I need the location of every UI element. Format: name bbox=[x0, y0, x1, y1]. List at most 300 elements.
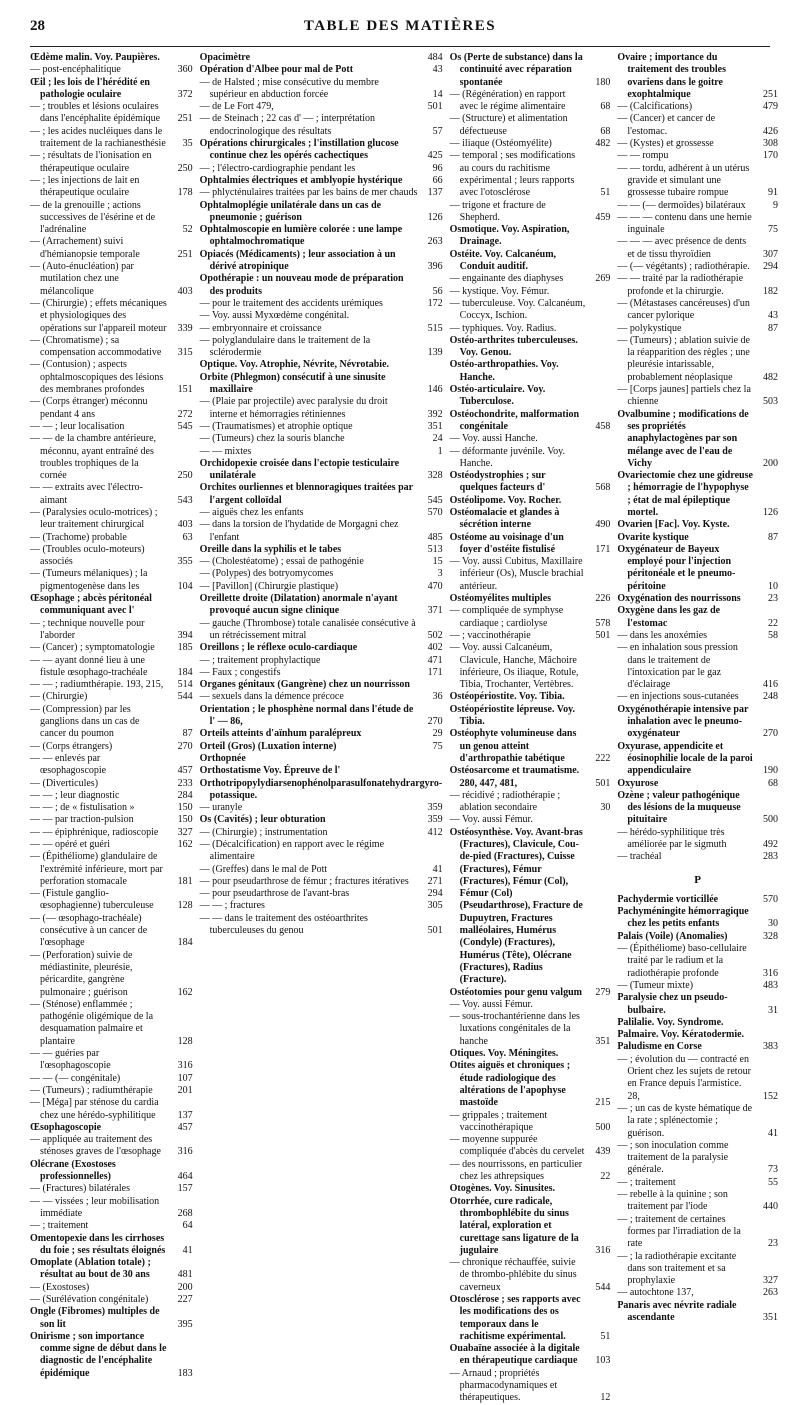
index-heading-entry bbox=[617, 593, 778, 605]
index-sub-entry bbox=[200, 876, 443, 888]
index-heading-entry bbox=[450, 1048, 611, 1060]
entry-text: — — guéries par l'œsophagoscopie bbox=[30, 1048, 111, 1072]
entry-text: — (Chirurgie) ; effets mécaniques et physiologiques des opérations sur l'appareil moteur bbox=[30, 297, 167, 334]
index-column-3 bbox=[447, 52, 615, 1404]
entry-page-number: 75 bbox=[768, 224, 778, 236]
index-heading-entry bbox=[450, 249, 611, 274]
entry-page-number: 501 bbox=[595, 629, 611, 641]
index-sub-entry bbox=[450, 433, 611, 445]
entry-page-number: 394 bbox=[177, 629, 193, 641]
index-sub-entry bbox=[200, 888, 443, 900]
entry-page-number: 68 bbox=[768, 777, 778, 789]
entry-text: — sous-trochantérienne dans les luxations congénitales de la hanche bbox=[449, 1011, 580, 1047]
entry-text: — — extraits avec l'électro-aimant bbox=[30, 482, 143, 506]
entry-page-number: 371 bbox=[427, 605, 443, 617]
entry-text: Ophtalmies électriques et amblyopie hystérique bbox=[199, 174, 403, 186]
entry-page-number: 568 bbox=[595, 482, 611, 494]
entry-page-number: 31 bbox=[768, 1004, 778, 1016]
entry-page-number: 479 bbox=[763, 101, 778, 113]
index-sub-entry bbox=[30, 568, 193, 593]
entry-page-number: 327 bbox=[763, 1275, 778, 1287]
entry-page-number: 403 bbox=[177, 285, 193, 297]
entry-text: — autochtone 137, bbox=[617, 1287, 694, 1299]
entry-text: — (Chromatisme) ; sa compensation accommodative bbox=[30, 334, 162, 359]
entry-text: Oxyurase, appendicite et éosinophilie locale de la paroi appendiculaire bbox=[617, 740, 753, 777]
index-sub-entry bbox=[450, 200, 611, 225]
entry-page-number: 360 bbox=[177, 64, 193, 76]
index-sub-entry bbox=[200, 433, 443, 445]
index-sub-entry bbox=[200, 900, 443, 912]
entry-text: Opération d'Albee pour mal de Pott bbox=[199, 64, 354, 76]
entry-text: — ; l'électro-cardiographie pendant les bbox=[199, 162, 356, 174]
index-sub-entry bbox=[30, 691, 193, 703]
index-heading-entry bbox=[450, 359, 611, 384]
entry-page-number: 22 bbox=[600, 1171, 611, 1183]
entry-page-number: 150 bbox=[177, 814, 193, 826]
entry-text: Ophtalmoscopie en lumière colorée : une lampe ophtalmochromatique bbox=[199, 224, 403, 248]
entry-page-number: 544 bbox=[177, 691, 193, 703]
entry-page-number: 470 bbox=[427, 580, 443, 592]
index-heading-entry bbox=[30, 52, 193, 64]
index-sub-entry bbox=[617, 236, 778, 261]
entry-text: — Arnaud ; propriétés pharmacodynamiques et thérapeutiques. bbox=[449, 1367, 558, 1404]
entry-text: Ostéotomies pour genu valgum bbox=[449, 986, 582, 998]
entry-text: Ostéite. Voy. Calcanéum, Conduit auditif. bbox=[449, 248, 557, 273]
entry-text: Ouabaïne associée à la digitale en thérapeutique cardiaque bbox=[449, 1343, 580, 1367]
entry-text: Palilalie. Voy. Syndrome. bbox=[617, 1016, 724, 1028]
entry-page-number: 250 bbox=[177, 162, 193, 174]
index-sub-entry bbox=[30, 261, 193, 298]
entry-page-number: 513 bbox=[427, 543, 443, 555]
entry-text: — — enlevés par œsophagoscopie bbox=[30, 752, 107, 777]
entry-page-number: 150 bbox=[177, 802, 193, 814]
index-heading-entry bbox=[617, 704, 778, 741]
entry-page-number: 1 bbox=[437, 445, 443, 457]
entry-text: — hérédo-syphilitique très améliorée par le sigmuth bbox=[617, 826, 727, 850]
index-heading-entry bbox=[200, 642, 443, 654]
index-sub-entry bbox=[30, 790, 193, 802]
index-sub-entry bbox=[200, 839, 443, 864]
entry-page-number: 200 bbox=[763, 457, 778, 469]
entry-text: — ; les acides nucléiques dans le traitement de la rachianesthésie bbox=[30, 125, 166, 150]
index-sub-entry bbox=[30, 507, 193, 532]
entry-page-number: 440 bbox=[763, 1201, 778, 1213]
index-heading-entry bbox=[30, 593, 193, 618]
index-sub-entry bbox=[617, 642, 778, 691]
index-sub-entry bbox=[617, 113, 778, 138]
index-heading-entry bbox=[200, 200, 443, 225]
entry-text: — (Tumeurs) chez la souris blanche bbox=[199, 433, 345, 445]
entry-page-number: 392 bbox=[427, 408, 443, 420]
entry-page-number: 139 bbox=[427, 347, 443, 359]
entry-text: — de Steinach ; 22 cas d' — ; interprétation endocrinologique des résultats bbox=[199, 113, 376, 137]
entry-page-number: 464 bbox=[177, 1171, 193, 1183]
index-heading-entry bbox=[200, 753, 443, 765]
index-sub-entry bbox=[617, 1140, 778, 1177]
entry-page-number: 30 bbox=[600, 802, 611, 814]
entry-text: Paludisme en Corse bbox=[617, 1041, 702, 1053]
index-sub-entry bbox=[30, 396, 193, 421]
entry-text: Os (Perte de substance) dans la continuité avec réparation spontanée bbox=[449, 52, 583, 88]
entry-text: Ostéo-articulaire. Voy. Tuberculose. bbox=[449, 384, 546, 408]
index-sub-entry bbox=[617, 335, 778, 384]
index-sub-entry bbox=[450, 556, 611, 593]
entry-text: Omoplate (Ablation totale) ; résultat au bout de 30 ans bbox=[30, 1257, 151, 1281]
entry-page-number: 316 bbox=[763, 967, 778, 979]
entry-text: Otorrhée, cure radicale, thrombophlébite du sinus latéral, exploration et curettage sans ligature de la jugulaire bbox=[449, 1195, 579, 1256]
entry-page-number: 268 bbox=[177, 1207, 193, 1219]
index-heading-entry bbox=[200, 765, 443, 777]
index-heading-entry bbox=[200, 249, 443, 274]
index-sub-entry bbox=[617, 1251, 778, 1288]
entry-page-number: 227 bbox=[177, 1293, 193, 1305]
index-heading-entry bbox=[450, 987, 611, 999]
entry-text: — (Corps étrangers) bbox=[30, 740, 113, 752]
entry-page-number: 233 bbox=[177, 777, 193, 789]
index-sub-entry bbox=[200, 556, 443, 568]
entry-page-number: 284 bbox=[177, 789, 193, 801]
entry-page-number: 307 bbox=[763, 248, 778, 260]
entry-page-number: 181 bbox=[177, 875, 193, 887]
entry-text: — Voy. aussi Hanche. bbox=[449, 433, 538, 445]
entry-text: — Voy. aussi Myxœdème congénital. bbox=[199, 310, 350, 322]
index-sub-entry bbox=[617, 323, 778, 335]
index-sub-entry bbox=[200, 507, 443, 519]
entry-page-number: 68 bbox=[600, 125, 611, 137]
entry-page-number: 3 bbox=[437, 568, 443, 580]
index-sub-entry bbox=[617, 1103, 778, 1140]
index-sub-entry bbox=[30, 126, 193, 151]
entry-text: — (Polypes) des botryomycomes bbox=[199, 568, 334, 580]
index-sub-entry bbox=[450, 1134, 611, 1159]
entry-text: — iliaque (Ostéomyélite) bbox=[449, 138, 552, 150]
index-heading-entry bbox=[450, 704, 611, 729]
entry-text: — ; un cas de kyste hématique de la rate ; splénectomie ; guérison. bbox=[617, 1102, 753, 1139]
entry-page-number: 425 bbox=[427, 150, 443, 162]
entry-page-number: 56 bbox=[432, 285, 443, 297]
entry-page-number: 490 bbox=[595, 519, 611, 531]
index-heading-entry bbox=[617, 1041, 778, 1053]
entry-page-number: 14 bbox=[432, 88, 443, 100]
index-sub-entry bbox=[200, 421, 443, 433]
index-heading-entry bbox=[450, 691, 611, 703]
entry-text: Ostéopériostite lépreuse. Voy. Tibia. bbox=[449, 703, 576, 728]
entry-page-number: 73 bbox=[768, 1164, 778, 1176]
entry-page-number: 96 bbox=[432, 162, 443, 174]
index-sub-entry bbox=[30, 753, 193, 778]
entry-text: — pour pseudarthrose de l'avant-bras bbox=[199, 888, 350, 900]
entry-page-number: 180 bbox=[595, 76, 611, 88]
entry-page-number: 23 bbox=[768, 1238, 778, 1250]
entry-text: — appliquée au traitement des sténoses graves de l'œsophage bbox=[30, 1134, 161, 1158]
index-sub-entry bbox=[617, 150, 778, 162]
index-sub-entry bbox=[30, 64, 193, 76]
index-sub-entry bbox=[30, 1134, 193, 1159]
index-column-1 bbox=[30, 52, 197, 1379]
entry-text: — post-encéphalitique bbox=[30, 64, 121, 76]
entry-text: Œsophagoscopie bbox=[30, 1121, 102, 1133]
entry-page-number: 484 bbox=[427, 52, 443, 63]
page-number: 28 bbox=[30, 18, 45, 34]
index-sub-entry bbox=[617, 261, 778, 273]
entry-text: Orientation ; le phosphène normal dans l'étude de l' — 86, bbox=[199, 703, 414, 728]
index-column-2 bbox=[197, 52, 447, 1072]
index-sub-entry bbox=[30, 150, 193, 175]
index-heading-entry bbox=[617, 532, 778, 544]
index-heading-entry bbox=[450, 1343, 611, 1368]
index-sub-entry bbox=[450, 89, 611, 114]
index-heading-entry bbox=[617, 470, 778, 519]
entry-text: Orthopnée bbox=[199, 752, 246, 764]
index-heading-entry bbox=[200, 273, 443, 298]
entry-text: — — opéré et guéri bbox=[30, 839, 110, 850]
entry-text: — (Diverticules) bbox=[30, 777, 99, 789]
entry-text: — ; technique nouvelle pour l'aborder bbox=[30, 617, 145, 641]
index-sub-entry bbox=[200, 913, 443, 938]
entry-page-number: 416 bbox=[763, 679, 778, 691]
entry-text: — (— végétants) ; radiothérapie. bbox=[617, 261, 750, 273]
index-heading-entry bbox=[617, 992, 778, 1017]
index-column-4 bbox=[614, 52, 782, 1323]
entry-text: Opacimètre bbox=[199, 52, 251, 63]
index-heading-entry bbox=[200, 728, 443, 740]
entry-text: Ostéochondrite, malformation congénitale bbox=[449, 408, 580, 432]
entry-text: Ostéolipome. Voy. Rocher. bbox=[449, 494, 562, 506]
index-heading-entry bbox=[617, 605, 778, 630]
entry-text: — aiguës chez les enfants bbox=[199, 506, 304, 518]
index-heading-entry bbox=[30, 1331, 193, 1380]
entry-page-number: 457 bbox=[177, 1121, 193, 1133]
entry-page-number: 87 bbox=[768, 322, 778, 334]
entry-page-number: 171 bbox=[595, 543, 611, 555]
entry-text: — — ayant donné lieu à une fistule œsophago-trachéale bbox=[30, 654, 148, 678]
index-heading-entry bbox=[617, 519, 778, 531]
entry-text: — ; résultats de l'ionisation en thérapeutique oculaire bbox=[30, 150, 152, 174]
entry-page-number: 501 bbox=[427, 101, 443, 113]
index-sub-entry bbox=[30, 200, 193, 237]
entry-text: — (Greffes) dans le mal de Pott bbox=[199, 863, 328, 875]
entry-page-number: 395 bbox=[177, 1318, 193, 1330]
entry-page-number: 328 bbox=[763, 930, 778, 942]
entry-page-number: 52 bbox=[182, 224, 193, 236]
entry-text: — rebelle à la quinine ; son traitement par l'iode bbox=[617, 1189, 728, 1213]
entry-text: Ostéosynthèse. Voy. Avant-bras (Fractures), Clavicule, Cou-de-pied (Fractures), Cuisse (Fractures), Fémur (Fractures), Fémur (Col), Fémur (Col) (Pseudarthrose), Fracture de Dupuytren, Fractures malléolaires, Humérus (Condyle) (Fractures), Humérus (Tête), Olécrane (Fractures), Radius (Fracture). bbox=[449, 826, 583, 986]
entry-text: — grippales ; traitement vaccinothérapique bbox=[449, 1109, 548, 1133]
entry-page-number: 503 bbox=[763, 396, 778, 408]
index-column-4-p-entries bbox=[617, 894, 778, 1324]
entry-page-number: 501 bbox=[427, 925, 443, 937]
index-sub-entry bbox=[617, 1287, 778, 1299]
entry-page-number: 359 bbox=[427, 814, 443, 826]
entry-text: Ostéomyélites multiples bbox=[449, 593, 552, 605]
entry-text: — (Régénération) en rapport avec le régime alimentaire bbox=[449, 88, 566, 113]
entry-page-number: 372 bbox=[177, 88, 193, 100]
entry-text: Ostéo-arthrites tuberculeuses. Voy. Genou. bbox=[449, 334, 578, 359]
entry-text: Osmotique. Voy. Aspiration, Drainage. bbox=[449, 224, 570, 248]
entry-page-number: 272 bbox=[177, 408, 193, 420]
entry-page-number: 471 bbox=[427, 654, 443, 666]
index-heading-entry bbox=[30, 77, 193, 102]
entry-text: — — ; fractures bbox=[199, 900, 265, 912]
entry-text: Oxygénation des nourrissons bbox=[617, 593, 741, 605]
entry-text: — (Exostoses) bbox=[30, 1281, 90, 1293]
entry-text: Ostéome au voisinage d'un foyer d'ostéite fistulisé bbox=[449, 531, 564, 555]
entry-page-number: 58 bbox=[768, 629, 778, 641]
entry-page-number: 182 bbox=[763, 285, 778, 297]
entry-page-number: 482 bbox=[763, 371, 778, 383]
entry-text: — (— œsophago-trachéale) consécutive à un cancer de l'œsophage bbox=[30, 912, 148, 949]
index-sub-entry bbox=[450, 605, 611, 630]
index-sub-entry bbox=[450, 1159, 611, 1184]
entry-text: — (Paralysies oculo-motrices) ; leur traitement chirurgical bbox=[30, 506, 158, 531]
section-letter: P bbox=[694, 873, 702, 886]
index-sub-entry bbox=[30, 1085, 193, 1097]
entry-page-number: 263 bbox=[427, 236, 443, 248]
entry-page-number: 201 bbox=[177, 1084, 193, 1096]
entry-text: — — épiphrénique, radioscopie bbox=[30, 826, 159, 838]
entry-page-number: 457 bbox=[177, 765, 193, 777]
entry-text: — ; traitement bbox=[617, 1176, 676, 1188]
index-heading-entry bbox=[200, 704, 443, 729]
index-heading-entry bbox=[617, 894, 778, 906]
entry-text: — compliquée de symphyse cardiaque ; cardiolyse bbox=[449, 605, 564, 629]
index-sub-entry bbox=[200, 323, 443, 335]
index-sub-entry bbox=[617, 1054, 778, 1103]
index-sub-entry bbox=[30, 298, 193, 335]
entry-page-number: 271 bbox=[427, 875, 443, 887]
index-sub-entry bbox=[200, 827, 443, 839]
entry-text: Orteils atteints d'aïnhum paralépreux bbox=[199, 728, 362, 740]
index-sub-entry bbox=[200, 618, 443, 643]
entry-page-number: 66 bbox=[432, 174, 443, 186]
index-sub-entry bbox=[450, 138, 611, 150]
index-heading-entry bbox=[450, 409, 611, 434]
index-heading-entry bbox=[617, 931, 778, 943]
index-columns bbox=[30, 52, 782, 1404]
entry-text: — kystique. Voy. Fémur. bbox=[449, 285, 550, 297]
entry-text: — (Chirurgie) ; instrumentation bbox=[199, 826, 328, 838]
entry-text: — — vissées ; leur mobilisation immédiate bbox=[30, 1195, 160, 1219]
entry-text: Opothérapie : un nouveau mode de préparation des produits bbox=[199, 273, 404, 297]
index-sub-entry bbox=[30, 827, 193, 839]
entry-text: — en injections sous-cutanées bbox=[617, 691, 739, 703]
entry-text: Organes génitaux (Gangrène) chez un nourrisson bbox=[199, 679, 410, 691]
index-sub-entry bbox=[30, 802, 193, 814]
index-sub-entry bbox=[200, 864, 443, 876]
entry-text: — phlycténulaires traitées par les bains de mer chauds bbox=[199, 187, 418, 199]
index-heading-entry bbox=[30, 1257, 193, 1282]
entry-text: — (Cancer) ; symptomatologie bbox=[30, 642, 155, 654]
entry-page-number: 501 bbox=[595, 777, 611, 789]
entry-page-number: 151 bbox=[177, 384, 193, 396]
index-sub-entry bbox=[30, 1073, 193, 1085]
index-sub-entry bbox=[450, 286, 611, 298]
entry-page-number: 137 bbox=[427, 187, 443, 199]
entry-text: Oreille dans la syphilis et le tabes bbox=[199, 543, 342, 555]
entry-page-number: 270 bbox=[427, 716, 443, 728]
index-sub-entry bbox=[200, 568, 443, 580]
entry-text: Palmaire. Voy. Kératodermie. bbox=[617, 1029, 745, 1041]
index-sub-entry bbox=[30, 1294, 193, 1306]
index-sub-entry bbox=[30, 433, 193, 482]
entry-text: — — ; leur localisation bbox=[30, 420, 125, 432]
entry-text: — — (— congénitale) bbox=[30, 1072, 121, 1084]
entry-text: Oxyurose bbox=[617, 777, 659, 789]
index-sub-entry bbox=[450, 298, 611, 323]
entry-page-number: 339 bbox=[177, 322, 193, 334]
index-heading-entry bbox=[450, 827, 611, 987]
entry-page-number: 22 bbox=[768, 617, 778, 629]
entry-page-number: 63 bbox=[182, 531, 193, 543]
index-sub-entry bbox=[450, 642, 611, 691]
entry-text: Palais (Voile) (Anomalies) bbox=[617, 930, 728, 942]
entry-page-number: 543 bbox=[177, 494, 193, 506]
index-sub-entry bbox=[30, 778, 193, 790]
entry-text: Ozène ; valeur pathogénique des lésions de la muqueuse pituitaire bbox=[617, 789, 741, 826]
index-sub-entry bbox=[200, 77, 443, 102]
entry-page-number: 68 bbox=[600, 101, 611, 113]
index-heading-entry bbox=[200, 458, 443, 483]
entry-text: Orchites ourliennes et blennoragiques traitées par l'argent colloïdal bbox=[199, 482, 413, 506]
entry-page-number: 126 bbox=[427, 211, 443, 223]
entry-text: — Voy. aussi Calcanéum, Clavicule, Hanche, Mâchoire inférieure, Os iliaque, Rotule, Tibia, Trochanter, Vertèbres. bbox=[449, 642, 579, 691]
index-sub-entry bbox=[30, 642, 193, 654]
index-sub-entry bbox=[450, 273, 611, 285]
index-sub-entry bbox=[200, 310, 443, 322]
entry-text: Olécrane (Exostoses professionnelles) bbox=[30, 1158, 116, 1183]
entry-page-number: 305 bbox=[427, 900, 443, 912]
entry-text: — récidivé ; radiothérapie ; ablation secondaire bbox=[449, 789, 561, 814]
index-heading-entry bbox=[200, 138, 443, 163]
index-heading-entry bbox=[617, 906, 778, 931]
entry-text: — (Structure) et alimentation défectueuse bbox=[449, 113, 568, 137]
entry-page-number: 185 bbox=[177, 642, 193, 654]
index-heading-entry bbox=[450, 1060, 611, 1109]
entry-page-number: 171 bbox=[427, 666, 443, 678]
entry-text: Opérations chirurgicales ; l'instillation glucose continue chez les opérés cachectiques bbox=[199, 138, 399, 162]
entry-page-number: 426 bbox=[763, 125, 778, 137]
entry-page-number: 222 bbox=[595, 752, 611, 764]
entry-text: — (Fistule ganglio-œsophagienne) tuberculeuse bbox=[30, 888, 154, 912]
entry-page-number: 545 bbox=[177, 420, 193, 432]
index-sub-entry bbox=[200, 101, 443, 113]
entry-text: — engainante des diaphyses bbox=[449, 273, 564, 285]
index-sub-entry bbox=[617, 200, 778, 212]
entry-page-number: 515 bbox=[427, 322, 443, 334]
entry-text: — ; la radiothérapie excitante dans son traitement et sa prophylaxie bbox=[617, 1250, 737, 1287]
entry-page-number: 248 bbox=[763, 691, 778, 703]
entry-page-number: 458 bbox=[595, 420, 611, 432]
entry-text: Oxygène dans les gaz de l'estomac bbox=[617, 605, 721, 629]
index-sub-entry bbox=[450, 630, 611, 642]
entry-page-number: 328 bbox=[427, 470, 443, 482]
entry-text: — ; évolution du — contracté en Orient chez les sujets de retour en France depuis l'armistice. 28, bbox=[617, 1053, 751, 1102]
index-sub-entry bbox=[617, 273, 778, 298]
entry-text: — (Métastases cancéreuses) d'un cancer pylorique bbox=[617, 297, 750, 322]
entry-text: — (Fractures) bilatérales bbox=[30, 1183, 130, 1195]
entry-page-number: 250 bbox=[177, 470, 193, 482]
index-sub-entry bbox=[617, 691, 778, 703]
entry-page-number: 545 bbox=[427, 494, 443, 506]
entry-text: Pachyméningite hémorragique chez les petits enfants bbox=[617, 906, 749, 930]
index-heading-entry bbox=[450, 224, 611, 249]
entry-text: Oreillons ; le réflexe oculo-cardiaque bbox=[199, 642, 358, 654]
entry-page-number: 91 bbox=[768, 187, 778, 199]
entry-page-number: 459 bbox=[595, 211, 611, 223]
entry-text: — — par traction-pulsion bbox=[30, 814, 134, 826]
entry-page-number: 483 bbox=[763, 979, 778, 991]
entry-text: — (Épithéliome) glandulaire de l'extrémité inférieure, mort par perforation stomacale bbox=[30, 851, 163, 887]
